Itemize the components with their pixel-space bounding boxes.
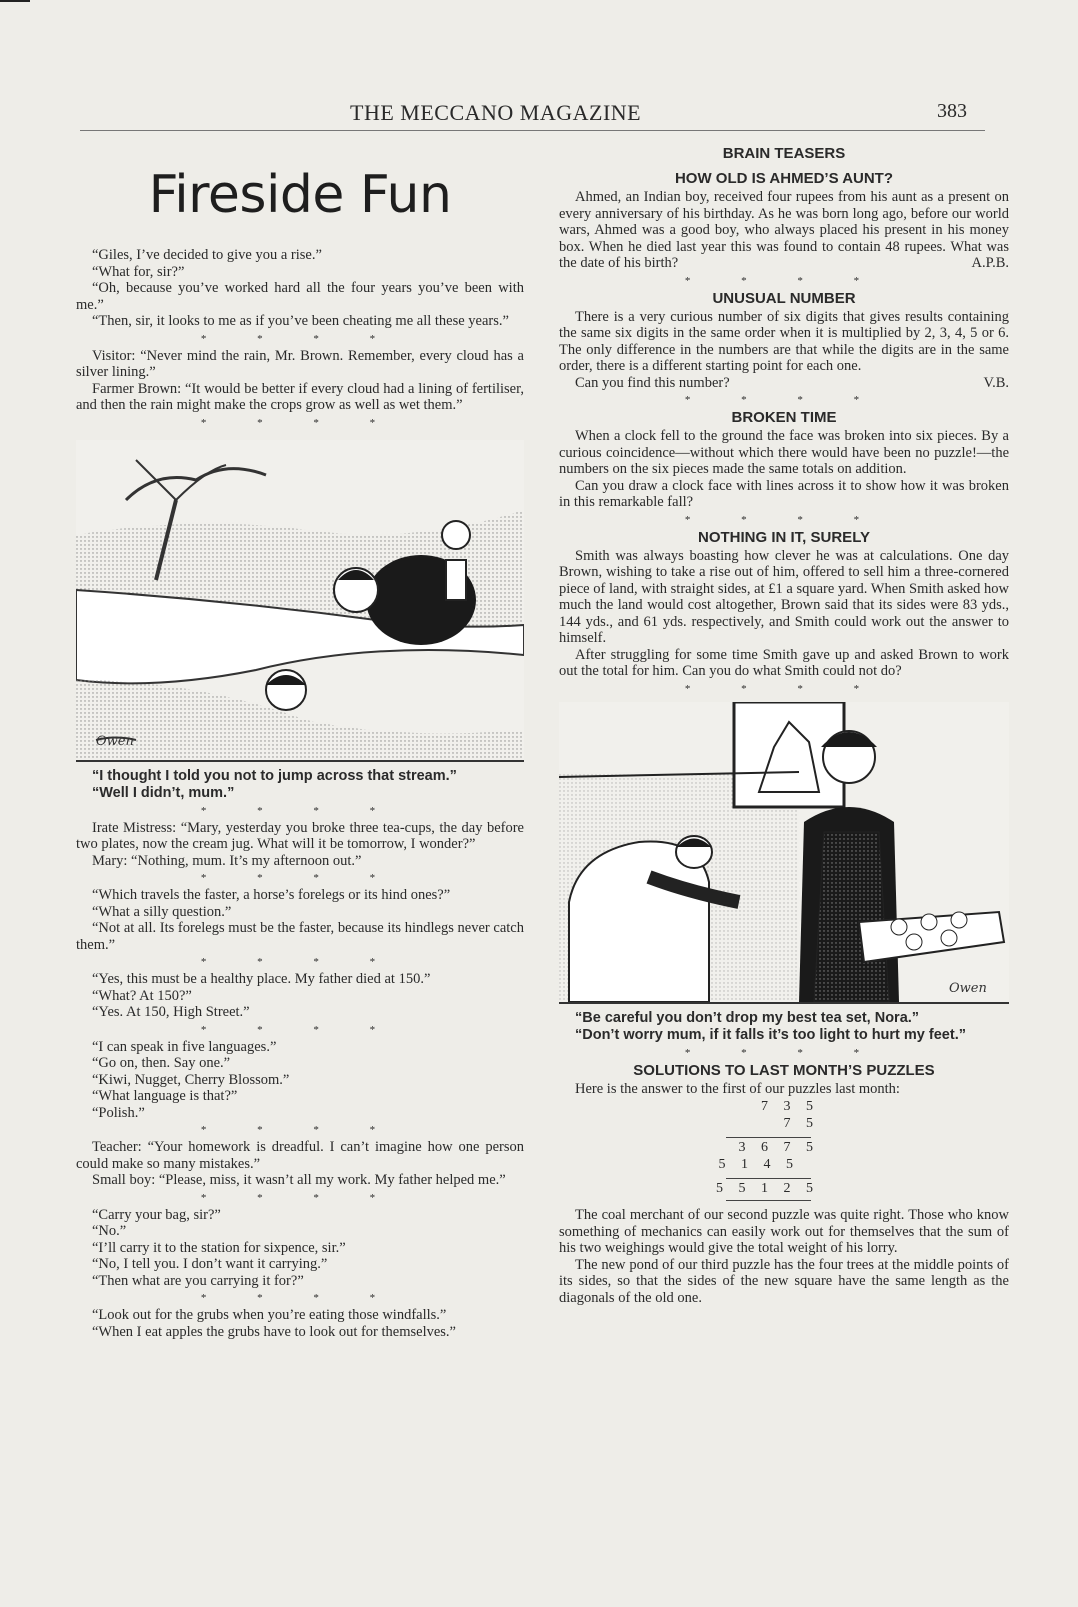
- joke-line: “Giles, I’ve decided to give you a rise.”: [92, 247, 322, 263]
- star-separator: * * * *: [200, 332, 400, 345]
- joke-line: Visitor: “Never mind the rain, Mr. Brown. Remember, every cloud has a silver lining.”: [76, 347, 524, 380]
- star-separator: * * * *: [200, 956, 400, 968]
- star-separator: * * * *: [200, 1191, 400, 1204]
- solutions-intro: Here is the answer to the first of our puzzles last month:: [575, 1080, 900, 1097]
- joke-line: “Yes, this must be a healthy place. My father died at 150.”: [92, 971, 431, 987]
- joke-line: “Kiwi, Nugget, Cherry Blossom.”: [92, 1071, 290, 1088]
- star-separator: * * * *: [684, 274, 884, 287]
- page-number: 383: [937, 100, 967, 122]
- puzzle-4-title: NOTHING IN IT, SURELY: [698, 528, 870, 546]
- puzzle-1-body: Ahmed, an Indian boy, received four rupees from his aunt as a present on every anniversary of his birthday. As he was born long ago, before our world wars, Ahmed was a good boy, who always placed his present in his money box. When he died last year this was found to contain 48 rupees. What was the date of his birth?: [559, 189, 1009, 271]
- joke-4: [76, 887, 524, 953]
- multiplier: 7 5: [783, 1116, 819, 1131]
- puzzle-4-text: Smith was always boasting how clever he was at calculations. One day Brown, wishing to take a rise out of him, offered to sell him a three-cornered piece of land, with straight sides, at £1 a square yard. When Smith asked how much the land would cost altogether, Brown said that its sides were 83 yds., 144 yds., and 61 yds. respectively, and Smith could work out the answer to himself.: [559, 547, 1009, 646]
- puzzle-4-question: After struggling for some time Smith gave up and asked Brown to work out the total for him. Can you do what Smith could not do?: [559, 646, 1009, 679]
- joke-2: [76, 348, 524, 414]
- right-column: [559, 145, 1009, 1306]
- joke-line: “What? At 150?”: [92, 987, 192, 1004]
- joke-line: “Look out for the grubs when you’re eating those windfalls.”: [92, 1307, 447, 1323]
- joke-5: [76, 971, 524, 1021]
- left-column: [76, 145, 524, 1340]
- puzzle-3-question: Can you draw a clock face with lines across it to show how it was broken in this remarkable fall?: [559, 477, 1009, 510]
- star-separator: * * * *: [200, 1292, 400, 1304]
- joke-1: [76, 247, 524, 330]
- joke-8: [76, 1207, 524, 1290]
- joke-line: “What for, sir?”: [92, 263, 185, 280]
- caption-line: “Don’t worry mum, if it falls it’s too light to hurt my feet.”: [575, 1026, 966, 1043]
- star-separator: * * * *: [684, 1046, 884, 1059]
- sum-rule: [726, 1137, 811, 1138]
- star-separator: * * * *: [200, 1023, 400, 1036]
- joke-line: “Not at all. Its forelegs must be the faster, because its hindlegs never catch them.”: [76, 920, 524, 953]
- star-separator: * * * *: [684, 682, 884, 695]
- joke-3: [76, 820, 524, 870]
- joke-line: “What language is that?”: [92, 1088, 238, 1104]
- joke-line: “Go on, then. Say one.”: [92, 1055, 231, 1071]
- puzzle-1-title: HOW OLD IS AHMED’S AUNT?: [674, 170, 894, 187]
- joke-line: Farmer Brown: “It would be better if every cloud had a lining of fertiliser, and then the rain might make the crops grow as well as wet them.”: [76, 380, 524, 413]
- puzzle-2-title: UNUSUAL NUMBER: [712, 289, 856, 307]
- puzzle-1-text: [559, 189, 1009, 272]
- joke-line: “No, I tell you. I don’t want it carrying.”: [92, 1256, 328, 1272]
- joke-line: “Which travels the faster, a horse’s forelegs or its hind ones?”: [92, 887, 451, 903]
- multiplicand: 7 3 5: [761, 1099, 819, 1114]
- star-separator: * * * *: [200, 416, 400, 429]
- joke-line: “Carry your bag, sir?”: [92, 1206, 221, 1223]
- solution-3-text: The new pond of our third puzzle has the four trees at the middle points of its sides, so that the sides of the new square have the same length as the diagonals of the old one.: [559, 1256, 1009, 1306]
- joke-line: “Oh, because you’ve worked hard all the four years you’ve been with me.”: [76, 280, 524, 313]
- joke-line: “When I eat apples the grubs have to look out for themselves.”: [92, 1323, 456, 1340]
- joke-line: “Polish.”: [92, 1104, 145, 1121]
- cartoon-caption-2: [559, 1010, 1009, 1044]
- solutions-title: SOLUTIONS TO LAST MONTH’S PUZZLES: [633, 1061, 935, 1079]
- cartoon-stream: [76, 440, 524, 762]
- caption-line: “I thought I told you not to jump across that stream.”: [92, 767, 457, 784]
- joke-6: [76, 1039, 524, 1122]
- artist-signature: Owen: [96, 733, 134, 749]
- final-product: 5 5 1 2 5: [716, 1181, 819, 1196]
- joke-line: Small boy: “Please, miss, it wasn’t all my work. My father helped me.”: [92, 1172, 506, 1188]
- joke-7: [76, 1139, 524, 1189]
- caption-line: “Be careful you don’t drop my best tea set, Nora.”: [575, 1009, 920, 1026]
- cartoon-tea-set-illustration: [559, 702, 1009, 1002]
- joke-line: Teacher: “Your homework is dreadful. I can’t imagine how one person could make so many mistakes.”: [76, 1139, 524, 1172]
- joke-line: “Then, sir, it looks to me as if you’ve been cheating me all these years.”: [92, 313, 509, 329]
- page-edge-mark: [0, 0, 30, 2]
- sum-rule: [726, 1200, 811, 1201]
- joke-line: “Then what are you carrying it for?”: [92, 1272, 304, 1289]
- cartoon-stream-illustration: [76, 440, 524, 760]
- caption-line: “Well I didn’t, mum.”: [92, 784, 235, 801]
- puzzle-2-question: [559, 375, 1009, 392]
- magazine-title: THE MECCANO MAGAZINE: [350, 100, 642, 125]
- sum-rule: [726, 1178, 811, 1179]
- star-separator: * * * *: [684, 394, 884, 406]
- puzzle-2-text: There is a very curious number of six digits that gives results containing the same six digits in the same order when it is multiplied by 2, 3, 4, 5 or 6. The only difference in the numbers are that while the digits are in the same order, there is a different starting point for each one.: [559, 308, 1009, 374]
- joke-9: [76, 1307, 524, 1340]
- cartoon-tea-set: [559, 702, 1009, 1004]
- artist-signature: Owen: [949, 980, 987, 996]
- joke-line: Irate Mistress: “Mary, yesterday you broke three tea-cups, the day before two plates, now the cream jug. What will it be tomorrow, I wonder?”: [76, 819, 524, 852]
- joke-line: “I can speak in five languages.”: [92, 1038, 277, 1055]
- puzzle-1-signature: A.P.B.: [971, 255, 1009, 271]
- partial-product-1: 3 6 7 5: [738, 1140, 819, 1155]
- star-separator: * * * *: [200, 804, 400, 817]
- joke-line: “No.”: [92, 1223, 127, 1239]
- multiplication-sum: [559, 1099, 819, 1201]
- puzzle-3-title: BROKEN TIME: [731, 409, 837, 426]
- cartoon-caption-1: [76, 768, 524, 802]
- joke-line: “I’ll carry it to the station for sixpence, sir.”: [92, 1239, 346, 1256]
- section-title: Fireside Fun: [148, 165, 452, 225]
- page-header: [80, 100, 985, 131]
- puzzle-2-question-text: Can you find this number?: [575, 374, 730, 391]
- joke-line: “Yes. At 150, High Street.”: [92, 1004, 250, 1020]
- puzzle-3-text: When a clock fell to the ground the face was broken into six pieces. By a curious coincidence—without which there would have been no puzzle!—the numbers on the six pieces made the same totals on addition.: [559, 428, 1009, 477]
- star-separator: * * * *: [200, 1124, 400, 1136]
- star-separator: * * * *: [684, 513, 884, 526]
- puzzle-2-signature: V.B.: [983, 374, 1009, 391]
- solution-2-text: The coal merchant of our second puzzle was quite right. Those who know something of mechanics can easily work out for themselves that the sum of his two weighings would give the total weight of his lorry.: [559, 1207, 1009, 1256]
- brain-teasers-heading: BRAIN TEASERS: [722, 145, 846, 162]
- joke-line: “What a silly question.”: [92, 903, 232, 920]
- partial-product-2: 5 1 4 5: [718, 1157, 799, 1172]
- star-separator: * * * *: [200, 872, 400, 884]
- joke-line: Mary: “Nothing, mum. It’s my afternoon out.”: [92, 852, 362, 869]
